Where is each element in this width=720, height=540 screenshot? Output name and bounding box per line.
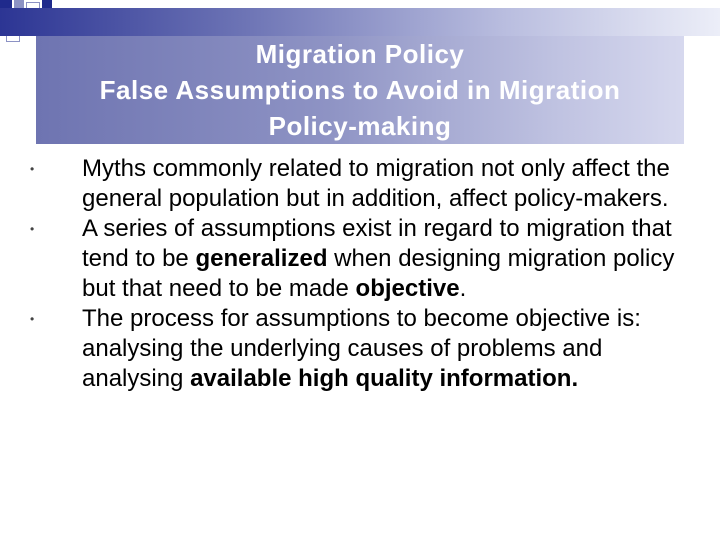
bullet-text: . bbox=[459, 275, 467, 302]
header-gradient-band bbox=[0, 8, 720, 36]
bullet-icon: • bbox=[30, 162, 35, 176]
bullet-text: A series of assumptions exist in regard to migration that tend to be bbox=[82, 215, 672, 272]
bullet-text: Myths commonly related to migration not only affect the general population but in addition, affect policy-makers. bbox=[82, 155, 670, 212]
bullet-icon: • bbox=[30, 312, 35, 326]
bullet-emphasis: available high quality information. bbox=[190, 365, 579, 392]
title-line-2: False Assumptions to Avoid in Migration bbox=[99, 75, 621, 105]
bullet-text: The process for assumptions to become objective is: analysing the underlying causes of problems and analysing bbox=[82, 305, 641, 392]
list-item bbox=[30, 304, 690, 394]
list-item bbox=[30, 214, 690, 304]
bullet-list bbox=[30, 154, 690, 394]
slide-title bbox=[36, 36, 684, 144]
bullet-emphasis: objective bbox=[355, 275, 460, 302]
bullet-text: when designing migration policy but that need to be made bbox=[82, 245, 675, 302]
bullet-icon: • bbox=[30, 222, 35, 236]
title-line-3: Policy-making bbox=[268, 111, 452, 141]
bullet-emphasis: generalized bbox=[195, 245, 328, 272]
title-line-1: Migration Policy bbox=[255, 39, 465, 69]
list-item bbox=[30, 154, 690, 214]
